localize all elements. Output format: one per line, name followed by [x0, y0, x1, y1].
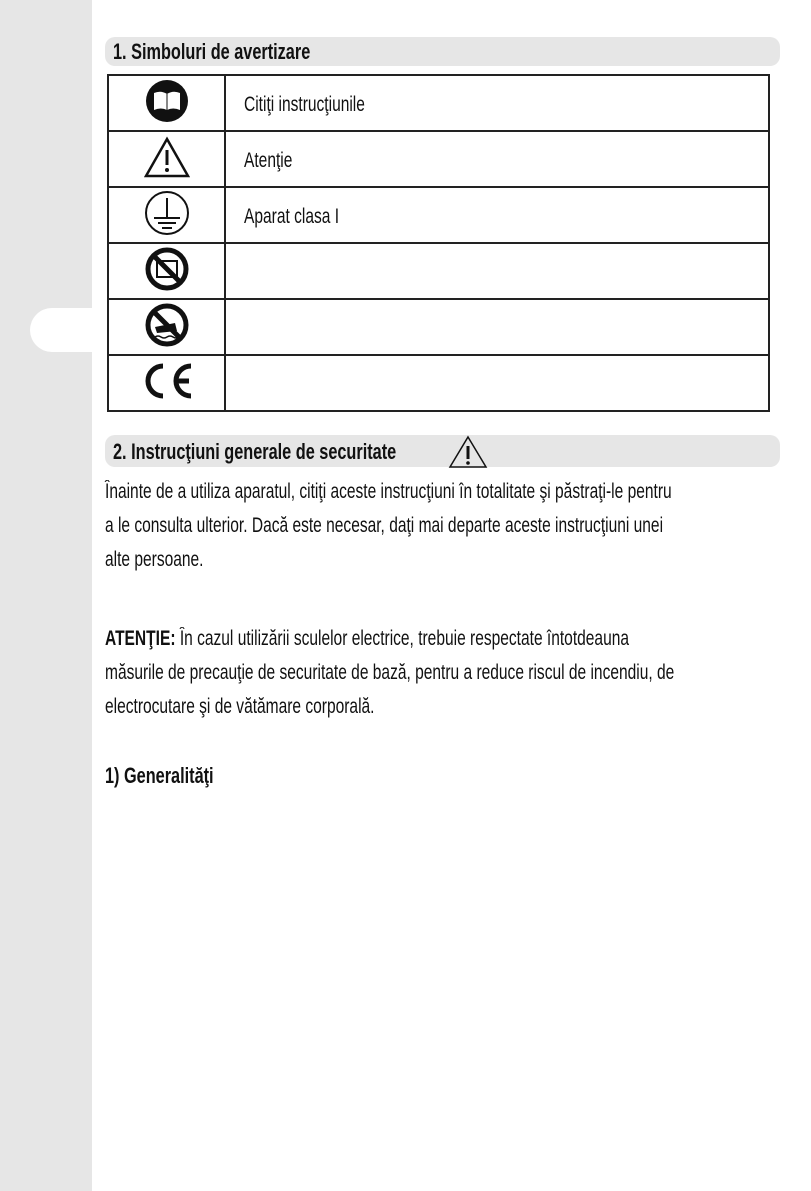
symbol-label: Aparat clasa I	[244, 205, 340, 228]
section-2-header	[105, 435, 780, 467]
symbol-label: Atenţie	[244, 149, 293, 172]
table-row	[108, 187, 769, 243]
subheading: 1) Generalităţi	[105, 763, 214, 788]
no-water-prohibited-icon	[145, 303, 189, 347]
section-1-title: 1. Simboluri de avertizare	[113, 39, 311, 64]
paragraph-line: măsurile de precauţie de securitate de bază, pentru a reduce riscul de incendiu, de	[105, 661, 675, 684]
ce-mark-icon	[139, 361, 195, 401]
read-instructions-icon	[145, 79, 189, 123]
paragraph-line: electrocutare şi de vătămare corporală.	[105, 695, 375, 718]
paragraph-line: Înainte de a utiliza aparatul, citiţi aceste instrucţiuni în totalitate şi păstraţi-le pentru	[105, 480, 672, 503]
no-appliance-prohibited-icon	[145, 247, 189, 291]
warning-text: În cazul utilizării sculelor electrice, trebuie respectate întotdeauna	[175, 627, 630, 650]
table-row	[108, 75, 769, 131]
paragraph-line: alte persoane.	[105, 548, 204, 571]
warning-paragraph-line	[105, 627, 629, 651]
symbol-label: Citiţi instrucţiunile	[244, 93, 365, 116]
chapter-tab	[30, 308, 92, 352]
warning-label: ATENŢIE:	[105, 627, 176, 650]
symbols-table	[107, 74, 770, 412]
table-row	[108, 299, 769, 355]
warning-triangle-icon	[144, 136, 190, 178]
table-row	[108, 243, 769, 299]
protective-earth-icon	[144, 190, 190, 236]
warning-triangle-icon	[448, 435, 488, 469]
paragraph-line: a le consulta ulterior. Dacă este necesar, daţi mai departe aceste instrucţiuni unei	[105, 514, 664, 537]
side-margin-strip	[0, 0, 92, 1191]
section-1-header	[105, 37, 780, 66]
table-row	[108, 355, 769, 411]
section-2-title: 2. Instrucţiuni generale de securitate	[113, 439, 397, 464]
table-row	[108, 131, 769, 187]
